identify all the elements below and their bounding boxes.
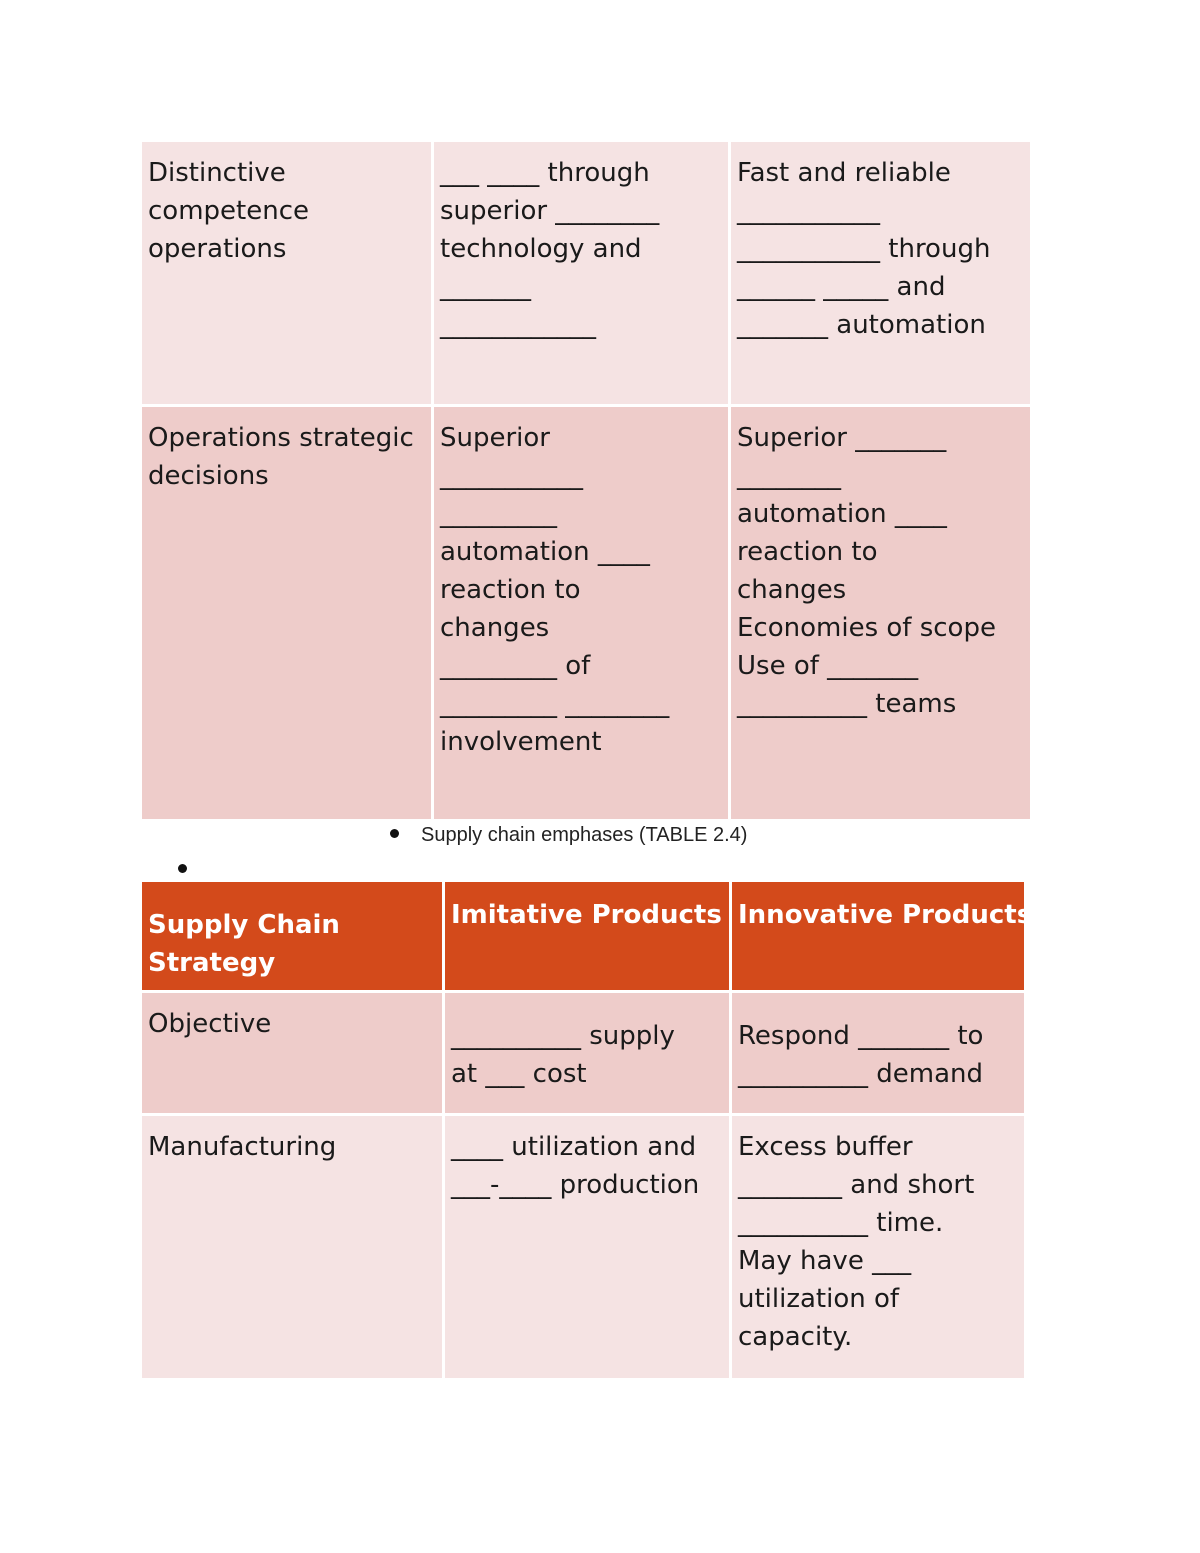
column-header: Innovative Products xyxy=(732,882,1024,993)
row-label: Operations strategic decisions xyxy=(142,407,434,822)
table-header-row xyxy=(142,882,1024,993)
supply-chain-table xyxy=(142,882,1033,1381)
row-label: Objective xyxy=(142,993,445,1116)
table-row xyxy=(142,1116,1024,1381)
table-cell: Superior ___________ _________ automation ____ reaction to changes _________ of _________ ________ involvement xyxy=(434,407,731,822)
bullet-item-empty xyxy=(178,860,209,879)
table-cell: ___ ____ through superior ________ technology and _______ ____________ xyxy=(434,142,731,407)
column-header: Supply Chain Strategy xyxy=(142,882,445,993)
table-cell: Fast and reliable ___________ ___________ through ______ _____ and _______ automation xyxy=(731,142,1030,407)
table-row xyxy=(142,142,1030,407)
table-cell: ____ utilization and ___-____ production xyxy=(445,1116,732,1381)
bullet-text: Supply chain emphases (TABLE 2.4) xyxy=(421,824,748,846)
table-row xyxy=(142,993,1024,1116)
bullet-dot-icon xyxy=(178,864,187,873)
bullet-dot-icon xyxy=(390,829,399,838)
table-cell: Excess buffer ________ and short __________ time. May have ___ utilization of capacity. xyxy=(732,1116,1024,1381)
column-header: Imitative Products xyxy=(445,882,732,993)
bullet-item xyxy=(390,824,747,847)
table-cell: __________ supply at ___ cost xyxy=(445,993,732,1116)
row-label: Distinctive competence operations xyxy=(142,142,434,407)
competence-table xyxy=(142,142,1030,822)
row-label: Manufacturing xyxy=(142,1116,445,1381)
table-cell: Superior _______ ________ automation ____ reaction to changes Economies of scope Use of _______ __________ teams xyxy=(731,407,1030,822)
table-cell: Respond _______ to __________ demand xyxy=(732,993,1024,1116)
table-row xyxy=(142,407,1030,822)
